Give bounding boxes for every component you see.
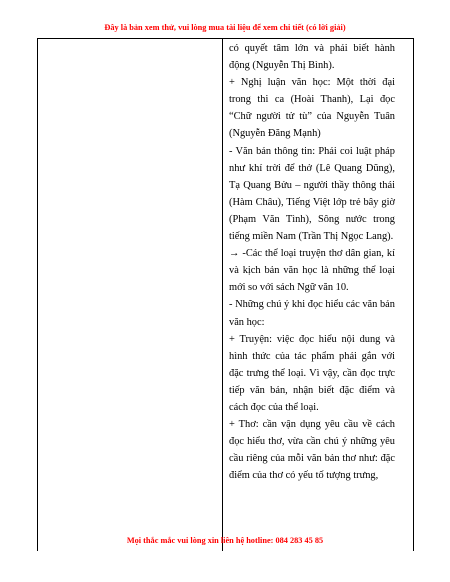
paragraph: + Thơ: cần vận dụng yêu cầu về cách đọc hiểu thơ, vừa cần chú ý những yêu cầu riêng của mỗi văn bản thơ như: đặc điểm của thơ có yếu tố tượng trưng, — [229, 419, 395, 482]
paragraph: + Truyện: việc đọc hiểu nội dung và hình thức của tác phẩm phải gắn với đặc trưng thể loại. Vì vậy, cần đọc trực tiếp văn bản, nhận biết đặc điểm và cách đọc của thể loại. — [229, 333, 395, 413]
right-column-text — [229, 40, 395, 484]
column-divider — [222, 38, 223, 551]
paragraph: - Văn bản thông tin: Phải coi luật pháp như khí trời để thở (Lê Quang Dũng), Tạ Quang Bửu – người thầy thông thái (Hàm Châu), Tiếng Việt lớp trẻ bây giờ (Phạm Văn Tình), Sông nước trong tiếng miền Nam (Trần Thị Ngọc Lang). — [229, 145, 395, 243]
preview-notice: Đây là bản xem thử, vui lòng mua tài liệu để xem chi tiết (có lời giải) — [104, 23, 346, 32]
paragraph: + Nghị luận văn học: Một thời đại trong thi ca (Hoài Thanh), Lại đọc “Chữ người tử tù” của Nguyễn Tuân (Nguyễn Đăng Mạnh) — [229, 77, 395, 140]
hotline-notice: Mọi thắc mắc vui lòng xin liên hệ hotline: 084 283 45 85 — [126, 536, 324, 545]
paragraph: có quyết tâm lớn và phải biết hành động (Nguyễn Thị Bình). — [229, 43, 395, 72]
paragraph: - Những chú ý khi đọc hiểu các văn bản văn học: — [229, 299, 395, 328]
paragraph: → -Các thể loại truyện thơ dân gian, kí và kịch bản văn học là những thể loại mới so với sách Ngữ văn 10. — [229, 248, 395, 294]
